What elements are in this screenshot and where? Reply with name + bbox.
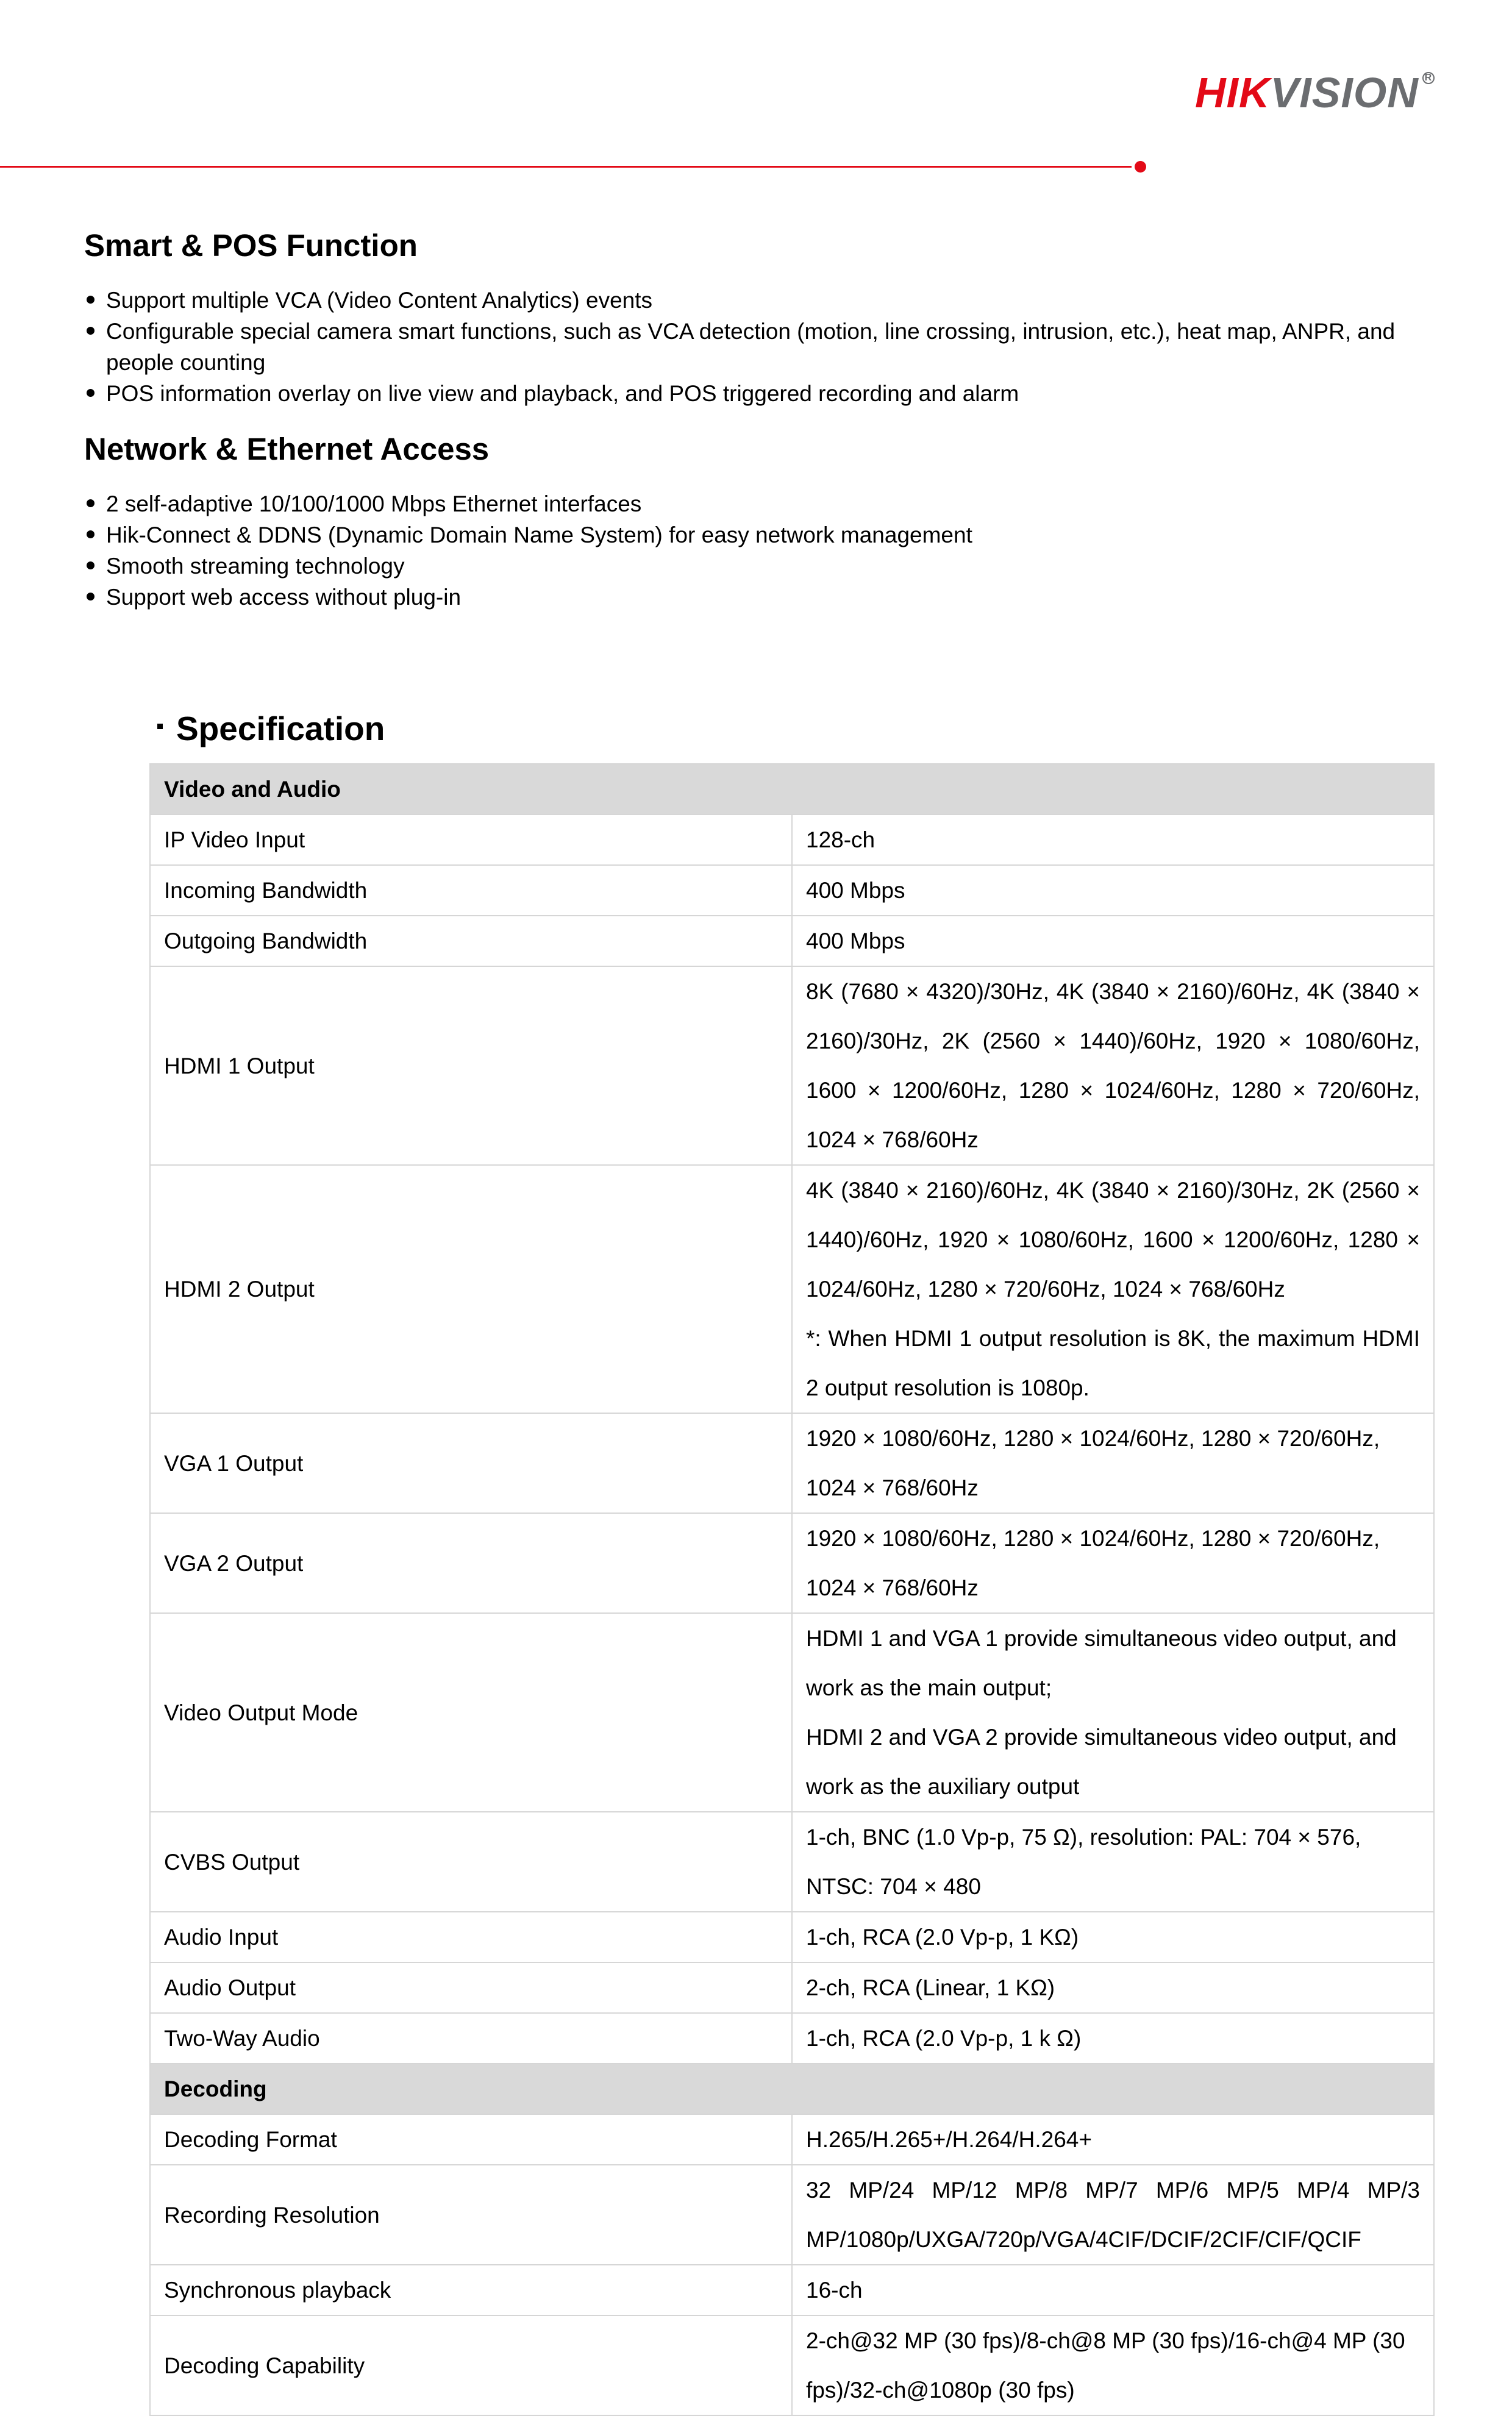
header-rule: [0, 166, 1132, 168]
header-rule-dot: [1135, 161, 1146, 173]
table-row: [150, 1513, 1434, 1613]
smart-pos-bullet-list: [84, 285, 1438, 409]
list-item: POS information overlay on live view and playback, and POS triggered recording and alarm: [84, 378, 1438, 409]
section-header-video-audio: Video and Audio: [150, 764, 1434, 814]
row-value: 1-ch, RCA (2.0 Vp-p, 1 k Ω): [792, 2013, 1434, 2064]
table-section-header: [150, 2064, 1434, 2114]
row-label: VGA 2 Output: [150, 1513, 792, 1613]
row-label: Audio Input: [150, 1912, 792, 1962]
row-value: 2-ch@32 MP (30 fps)/8-ch@8 MP (30 fps)/16-ch@4 MP (30 fps)/32-ch@1080p (30 fps): [792, 2315, 1434, 2415]
registered-mark-icon: R: [1422, 72, 1435, 84]
row-label: Recording Resolution: [150, 2165, 792, 2265]
bullet-icon: [87, 561, 94, 569]
table-row: [150, 2165, 1434, 2265]
list-item: Configurable special camera smart functions, such as VCA detection (motion, line crossing, intrusion, etc.), heat map, ANPR, and people counting: [84, 316, 1438, 378]
row-value: 16-ch: [792, 2265, 1434, 2315]
row-label: Decoding Format: [150, 2114, 792, 2165]
list-item: 2 self-adaptive 10/100/1000 Mbps Ethernet interfaces: [84, 488, 1438, 519]
row-value: 400 Mbps: [792, 916, 1434, 966]
row-label: Decoding Capability: [150, 2315, 792, 2415]
table-row: [150, 814, 1434, 865]
table-section-header: [150, 764, 1434, 814]
row-value: 2-ch, RCA (Linear, 1 KΩ): [792, 1962, 1434, 2013]
hdmi2-note: *: When HDMI 1 output resolution is 8K, the maximum HDMI 2 output resolution is 1080p.: [806, 1326, 1420, 1400]
row-value: [792, 1613, 1434, 1812]
row-label: Synchronous playback: [150, 2265, 792, 2315]
table-row: [150, 2315, 1434, 2415]
row-value: 8K (7680 × 4320)/30Hz, 4K (3840 × 2160)/60Hz, 4K (3840 × 2160)/30Hz, 2K (2560 × 1440)/60Hz, 1920 × 1080/60Hz, 1600 × 1200/60Hz, 1280 × 1024/60Hz, 1280 × 720/60Hz, 1024 × 768/60Hz: [792, 966, 1434, 1165]
row-value: 1920 × 1080/60Hz, 1280 × 1024/60Hz, 1280 × 720/60Hz, 1024 × 768/60Hz: [792, 1413, 1434, 1513]
bullet-icon: [87, 530, 94, 538]
section-title-smart-pos: Smart & POS Function: [84, 228, 418, 263]
list-item: Support web access without plug-in: [84, 582, 1438, 613]
row-label: CVBS Output: [150, 1812, 792, 1912]
table-row: [150, 966, 1434, 1165]
table-row: [150, 1165, 1434, 1413]
row-label: Audio Output: [150, 1962, 792, 2013]
table-row: [150, 916, 1434, 966]
table-row: [150, 1812, 1434, 1912]
table-row: [150, 1962, 1434, 2013]
row-label: Incoming Bandwidth: [150, 865, 792, 916]
table-row: [150, 2013, 1434, 2064]
table-row: [150, 1912, 1434, 1962]
bullet-icon: [87, 296, 94, 304]
specification-table: [149, 763, 1435, 2416]
row-value: 400 Mbps: [792, 865, 1434, 916]
specification-title: Specification: [157, 707, 385, 750]
row-label: HDMI 1 Output: [150, 966, 792, 1165]
table-row: [150, 865, 1434, 916]
table-row: [150, 2265, 1434, 2315]
bullet-icon: [87, 499, 94, 507]
row-value: 1-ch, BNC (1.0 Vp-p, 75 Ω), resolution: PAL: 704 × 576, NTSC: 704 × 480: [792, 1812, 1434, 1912]
list-item: Smooth streaming technology: [84, 551, 1438, 582]
list-item: Support multiple VCA (Video Content Analytics) events: [84, 285, 1438, 316]
hikvision-logo: [1195, 68, 1433, 117]
row-value: 128-ch: [792, 814, 1434, 865]
row-label: Two-Way Audio: [150, 2013, 792, 2064]
list-item: Hik-Connect & DDNS (Dynamic Domain Name System) for easy network management: [84, 519, 1438, 551]
section-header-decoding: Decoding: [150, 2064, 1434, 2114]
row-value: 1920 × 1080/60Hz, 1280 × 1024/60Hz, 1280 × 720/60Hz, 1024 × 768/60Hz: [792, 1513, 1434, 1613]
row-label: Video Output Mode: [150, 1613, 792, 1812]
network-bullet-list: [84, 488, 1438, 613]
row-value: 32 MP/24 MP/12 MP/8 MP/7 MP/6 MP/5 MP/4 MP/3 MP/1080p/UXGA/720p/VGA/4CIF/DCIF/2CIF/CIF/QCIF: [792, 2165, 1434, 2265]
video-output-mode-aux: HDMI 2 and VGA 2 provide simultaneous video output, and work as the auxiliary output: [806, 1725, 1397, 1799]
video-output-mode-main: HDMI 1 and VGA 1 provide simultaneous video output, and work as the main output;: [806, 1626, 1397, 1700]
row-value: [792, 1165, 1434, 1413]
row-label: Outgoing Bandwidth: [150, 916, 792, 966]
bullet-icon: [87, 389, 94, 397]
row-label: IP Video Input: [150, 814, 792, 865]
row-value: H.265/H.265+/H.264/H.264+: [792, 2114, 1434, 2165]
row-label: HDMI 2 Output: [150, 1165, 792, 1413]
table-row: [150, 1613, 1434, 1812]
logo-part-vision: VISION: [1270, 69, 1419, 116]
row-value: 1-ch, RCA (2.0 Vp-p, 1 KΩ): [792, 1912, 1434, 1962]
bullet-icon: [87, 327, 94, 335]
section-title-network: Network & Ethernet Access: [84, 432, 490, 466]
square-bullet-icon: [157, 724, 163, 729]
bullet-icon: [87, 593, 94, 600]
table-row: [150, 1413, 1434, 1513]
row-label: VGA 1 Output: [150, 1413, 792, 1513]
table-row: [150, 2114, 1434, 2165]
logo-part-hik: HIK: [1195, 69, 1271, 116]
hdmi2-resolutions: 4K (3840 × 2160)/60Hz, 4K (3840 × 2160)/30Hz, 2K (2560 × 1440)/60Hz, 1920 × 1080/60Hz, 1600 × 1200/60Hz, 1280 × 1024/60Hz, 1280 × 720/60Hz, 1024 × 768/60Hz: [806, 1178, 1420, 1302]
